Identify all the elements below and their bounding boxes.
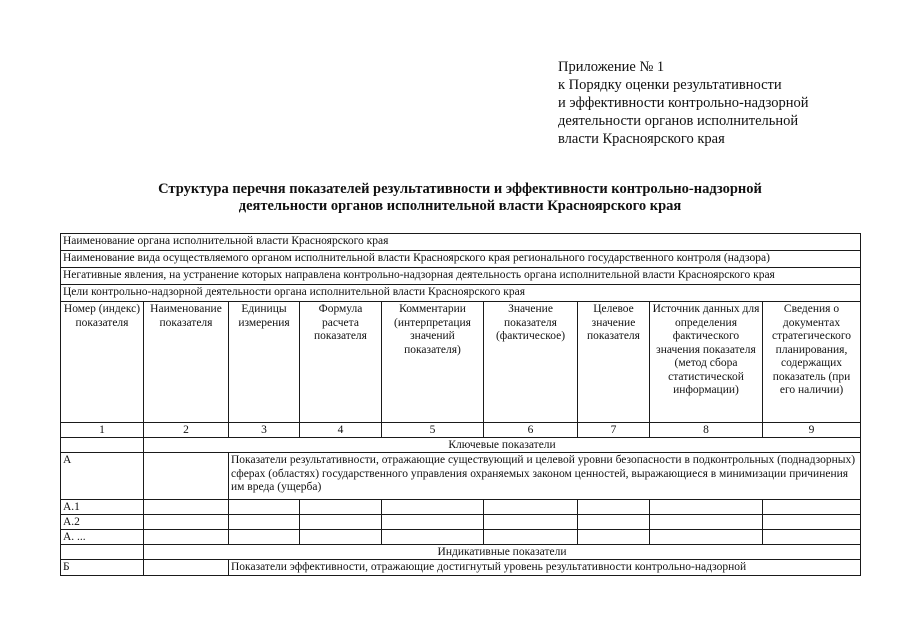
table-row: [61, 234, 861, 251]
group-description: Показатели эффективности, отражающие достигнутый уровень результативности контрольно-надзорной: [229, 560, 861, 576]
group-index: А: [61, 453, 144, 500]
empty-cell: [229, 500, 300, 515]
empty-cell: [650, 515, 763, 530]
section-row-indicative: [61, 545, 861, 560]
column-header: Сведения о документах стратегического планирования, содержащих показатель (при его наличии): [763, 302, 861, 423]
empty-cell: [763, 530, 861, 545]
section-title-indicative: Индикативные показатели: [144, 545, 861, 560]
empty-cell: [650, 500, 763, 515]
empty-cell: [763, 515, 861, 530]
column-number: 8: [650, 423, 763, 438]
column-number: 6: [484, 423, 578, 438]
table-row: [61, 268, 861, 285]
column-number: 9: [763, 423, 861, 438]
empty-cell: [61, 545, 144, 560]
empty-cell: [229, 515, 300, 530]
empty-cell: [144, 453, 229, 500]
empty-cell: [484, 515, 578, 530]
empty-cell: [144, 515, 229, 530]
empty-cell: [484, 530, 578, 545]
authority-name-row: Наименование органа исполнительной власти Красноярского края: [61, 234, 861, 251]
indicators-structure-table: [60, 233, 861, 576]
group-row-b: [61, 560, 861, 576]
table-row: [61, 285, 861, 302]
row-index: А. ...: [61, 530, 144, 545]
column-numbers-row: [61, 423, 861, 438]
empty-cell: [144, 560, 229, 576]
column-number: 7: [578, 423, 650, 438]
column-header: Номер (индекс) показателя: [61, 302, 144, 423]
group-index: Б: [61, 560, 144, 576]
column-header: Целевое значение показателя: [578, 302, 650, 423]
empty-cell: [300, 530, 382, 545]
column-number: 2: [144, 423, 229, 438]
column-header: Формула расчета показателя: [300, 302, 382, 423]
empty-cell: [763, 500, 861, 515]
document-title: [60, 181, 860, 215]
column-header: Значение показателя (фактическое): [484, 302, 578, 423]
column-header: Комментарии (интерпретация значений показателя): [382, 302, 484, 423]
group-row-a: [61, 453, 861, 500]
control-type-row: Наименование вида осуществляемого органом исполнительной власти Красноярского края регионального государственного контроля (надзора): [61, 251, 861, 268]
section-row-key: [61, 438, 861, 453]
row-index: А.2: [61, 515, 144, 530]
empty-cell: [229, 530, 300, 545]
appendix-note: [558, 58, 858, 148]
column-number: 4: [300, 423, 382, 438]
negative-phenomena-row: Негативные явления, на устранение которых направлена контрольно-надзорная деятельность органа исполнительной власти Красноярского края: [61, 268, 861, 285]
table-row: [61, 530, 861, 545]
column-header: Наименование показателя: [144, 302, 229, 423]
appendix-line: деятельности органов исполнительной: [558, 113, 799, 129]
title-line-2: деятельности органов исполнительной власти Красноярского края: [238, 198, 682, 214]
empty-cell: [578, 530, 650, 545]
appendix-line: к Порядку оценки результативности: [558, 77, 782, 93]
empty-cell: [382, 515, 484, 530]
appendix-line: Приложение № 1: [558, 59, 665, 75]
appendix-line: власти Красноярского края: [558, 131, 725, 147]
empty-cell: [382, 500, 484, 515]
empty-cell: [382, 530, 484, 545]
empty-cell: [578, 515, 650, 530]
empty-cell: [484, 500, 578, 515]
table-header-row: [61, 302, 861, 423]
column-header: Источник данных для определения фактического значения показателя (метод сбора статистической информации): [650, 302, 763, 423]
empty-cell: [300, 515, 382, 530]
empty-cell: [650, 530, 763, 545]
empty-cell: [300, 500, 382, 515]
control-goals-row: Цели контрольно-надзорной деятельности органа исполнительной власти Красноярского края: [61, 285, 861, 302]
empty-cell: [61, 438, 144, 453]
group-description: Показатели результативности, отражающие существующий и целевой уровни безопасности в подконтрольных (поднадзорных) сферах (областях) государственного управления охраняемых законом ценностей, выражающиеся в минимизации причинения им вреда (ущерба): [229, 453, 861, 500]
column-number: 1: [61, 423, 144, 438]
appendix-line: и эффективности контрольно-надзорной: [558, 95, 809, 111]
section-title-key: Ключевые показатели: [144, 438, 861, 453]
table-row: [61, 251, 861, 268]
table-row: [61, 515, 861, 530]
title-line-1: Структура перечня показателей результативности и эффективности контрольно-надзорной: [158, 181, 762, 197]
column-number: 3: [229, 423, 300, 438]
empty-cell: [578, 500, 650, 515]
empty-cell: [144, 530, 229, 545]
table-row: [61, 500, 861, 515]
column-header: Единицы измерения: [229, 302, 300, 423]
empty-cell: [144, 500, 229, 515]
column-number: 5: [382, 423, 484, 438]
row-index: А.1: [61, 500, 144, 515]
